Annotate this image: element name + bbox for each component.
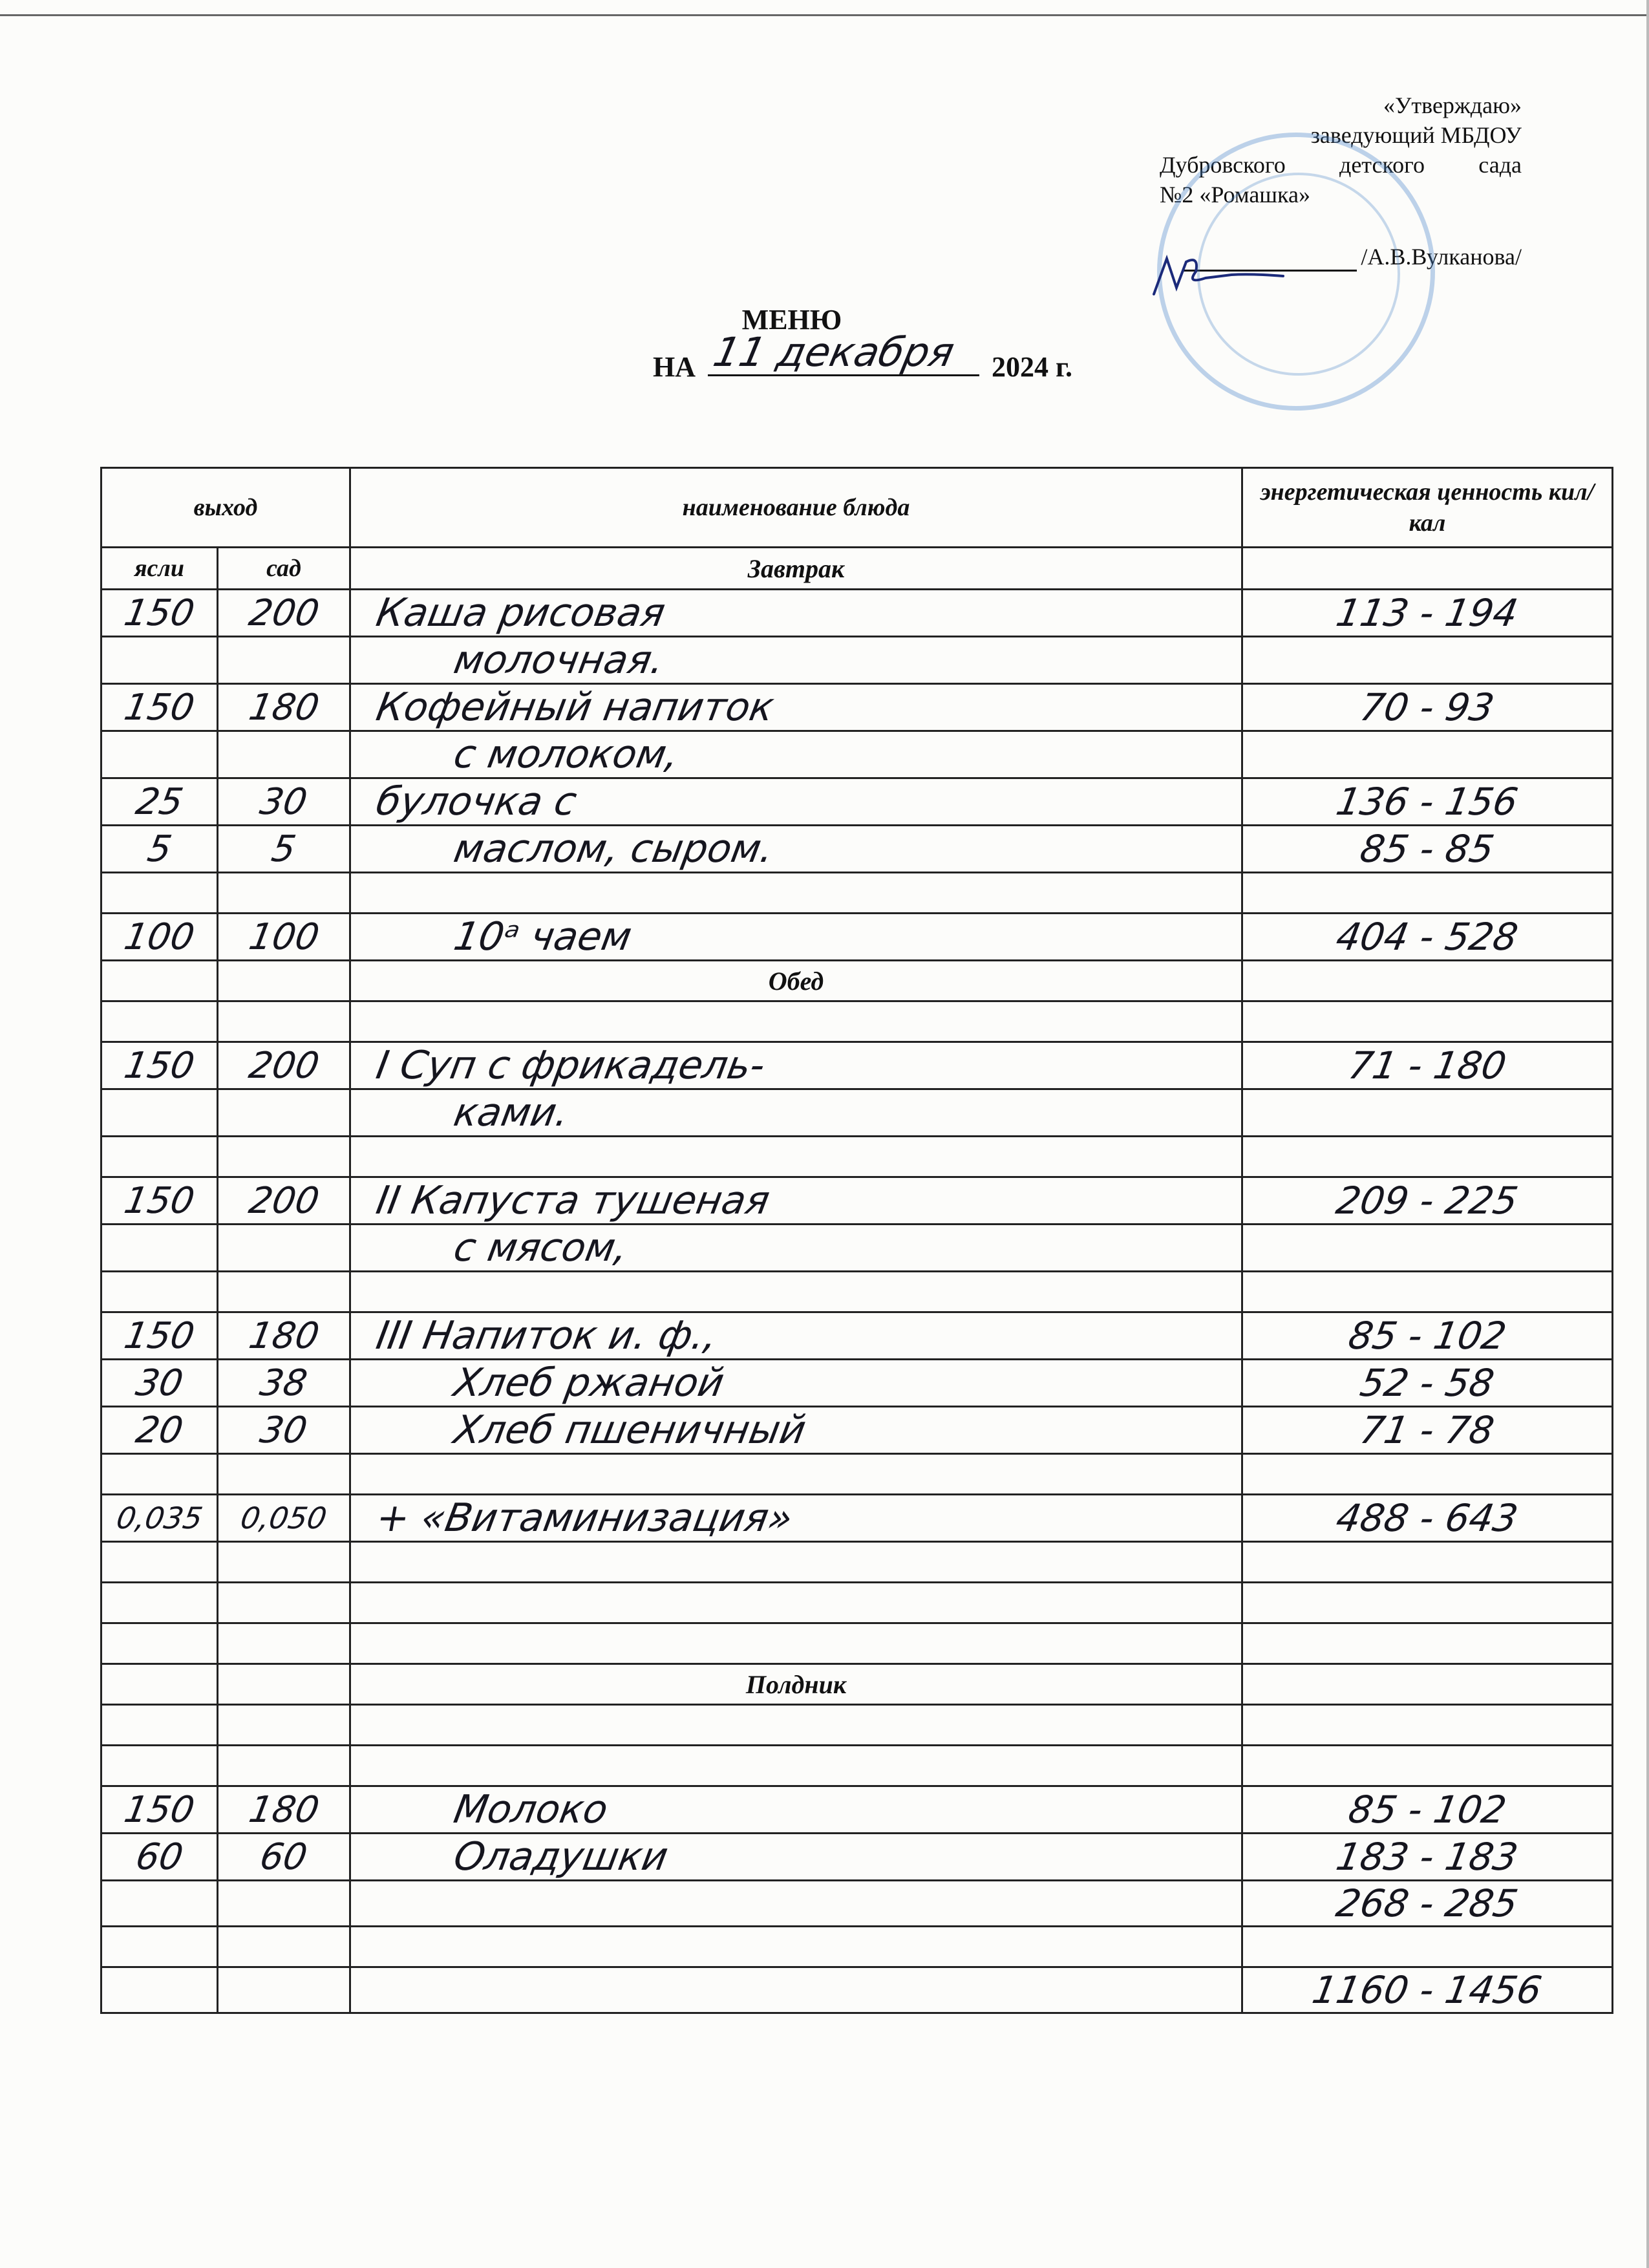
cell-kcal: 404 - 528 — [1333, 915, 1522, 959]
cell-sad: 30 — [257, 1409, 311, 1451]
cell-dish: Хлеб пшеничный — [450, 1407, 809, 1453]
cell-sad: 180 — [245, 1314, 323, 1357]
section-row — [101, 961, 1613, 1001]
table-header-row — [101, 468, 1613, 548]
handwritten-date: 11 декабря — [709, 328, 959, 376]
table-row — [101, 590, 1613, 637]
cell-sad: 60 — [257, 1835, 311, 1878]
table-row — [101, 1454, 1613, 1495]
cell-kcal: 85 - 102 — [1345, 1314, 1510, 1358]
cell-sad: 200 — [245, 592, 323, 634]
cell-yasli: 30 — [133, 1362, 186, 1404]
cell-kcal: 71 - 180 — [1345, 1043, 1510, 1087]
cell-sad: 180 — [245, 1788, 323, 1831]
section-lunch: Обед — [350, 961, 1242, 1001]
table-row — [101, 1834, 1613, 1881]
header-output: выход — [101, 468, 350, 548]
cell-yasli: 5 — [144, 828, 175, 870]
table-row — [101, 1312, 1613, 1360]
empty-cell — [1242, 548, 1613, 590]
cell-dish: с молоком, — [450, 732, 683, 777]
cell-kcal: 183 - 183 — [1333, 1835, 1522, 1879]
table-row — [101, 1542, 1613, 1583]
table-row — [101, 1407, 1613, 1454]
cell-sad: 200 — [245, 1044, 323, 1087]
day-total-kcal: 1160 - 1456 — [1309, 1968, 1546, 2012]
approval-line-4: №2 «Ромашка» — [1160, 182, 1310, 208]
table-row — [101, 637, 1613, 684]
cell-dish: маслом, сыром. — [450, 826, 778, 872]
snack-total-kcal: 268 - 285 — [1333, 1881, 1522, 1925]
section-breakfast: Завтрак — [350, 548, 1242, 590]
cell-kcal: 71 - 78 — [1357, 1408, 1498, 1452]
table-row — [101, 1177, 1613, 1225]
approval-line-3: Дубровского детского сада — [1160, 152, 1522, 178]
cell-yasli: 150 — [121, 1788, 198, 1831]
table-row — [101, 1746, 1613, 1786]
table-row — [101, 1967, 1613, 2013]
handwritten-signature — [1141, 249, 1290, 307]
cell-yasli: 100 — [121, 915, 198, 958]
cell-kcal: 488 - 643 — [1333, 1496, 1522, 1540]
approval-signature-name: /А.В.Вулканова/ — [1361, 244, 1522, 270]
table-row — [101, 1786, 1613, 1834]
cell-dish: I Суп с фрикадель- — [372, 1043, 769, 1088]
cell-dish: булочка с — [372, 779, 580, 824]
table-row — [101, 731, 1613, 778]
cell-dish: Молоко — [450, 1787, 612, 1832]
section-row — [101, 1664, 1613, 1705]
table-row — [101, 778, 1613, 826]
cell-sad: 100 — [245, 915, 323, 958]
cell-kcal: 52 - 58 — [1357, 1361, 1498, 1405]
table-row — [101, 1137, 1613, 1177]
table-row — [101, 1495, 1613, 1542]
cell-dish: + «Витаминизация» — [372, 1495, 796, 1541]
scan-edge-top — [0, 14, 1649, 16]
cell-kcal: 113 - 194 — [1333, 591, 1522, 635]
cell-yasli: 20 — [133, 1409, 186, 1451]
menu-table — [100, 467, 1613, 2014]
table-row — [101, 1705, 1613, 1746]
table-row — [101, 826, 1613, 873]
table-row — [101, 1927, 1613, 1967]
table-row — [101, 914, 1613, 961]
cell-dish: Кофейный напиток — [372, 685, 778, 730]
cell-yasli: 150 — [121, 592, 198, 634]
cell-dish: Каша рисовая — [372, 590, 669, 636]
table-subheader-row — [101, 548, 1613, 590]
cell-sad: 38 — [257, 1362, 311, 1404]
scan-edge-right — [1646, 0, 1649, 2268]
cell-sad: 0,050 — [238, 1501, 330, 1535]
cell-sad: 180 — [245, 686, 323, 729]
cell-kcal: 70 - 93 — [1357, 685, 1498, 729]
table-row — [101, 1001, 1613, 1042]
approval-line-1: «Утверждаю» — [1383, 92, 1522, 118]
date-underline — [708, 328, 979, 376]
cell-dish: II Капуста тушеная — [372, 1178, 773, 1223]
cell-yasli: 25 — [133, 780, 186, 823]
subtitle-prefix: НА — [653, 351, 696, 383]
subtitle-suffix: 2024 г. — [992, 351, 1073, 383]
cell-sad: 200 — [245, 1179, 323, 1222]
table-row — [101, 1623, 1613, 1664]
cell-dish: 10ᵃ чаем — [450, 914, 635, 959]
cell-yasli: 150 — [121, 1044, 198, 1087]
header-kindergarten: сад — [218, 548, 350, 590]
cell-sad: 5 — [268, 828, 299, 870]
cell-dish: Оладушки — [450, 1834, 672, 1879]
table-row — [101, 1881, 1613, 1927]
header-energy: энергетическая ценность кил/кал — [1242, 468, 1613, 548]
cell-yasli: 150 — [121, 1179, 198, 1222]
table-row — [101, 1089, 1613, 1137]
cell-dish: молочная. — [450, 637, 668, 683]
cell-yasli: 0,035 — [113, 1501, 206, 1535]
section-snack: Полдник — [350, 1664, 1242, 1705]
table-row — [101, 1272, 1613, 1312]
cell-yasli: 150 — [121, 1314, 198, 1357]
cell-yasli: 60 — [133, 1835, 186, 1878]
page-title: МЕНЮ — [741, 304, 842, 336]
header-nursery: ясли — [101, 548, 218, 590]
table-row — [101, 684, 1613, 731]
cell-kcal: 85 - 102 — [1345, 1788, 1510, 1832]
cell-dish: III Напиток и. ф., — [372, 1313, 721, 1358]
table-row — [101, 1042, 1613, 1089]
cell-dish: с мясом, — [450, 1225, 632, 1270]
approval-line-2: заведующий МБДОУ — [1310, 122, 1522, 148]
cell-kcal: 85 - 85 — [1357, 827, 1498, 871]
cell-sad: 30 — [257, 780, 311, 823]
table-row — [101, 1360, 1613, 1407]
table-row — [101, 1225, 1613, 1272]
cell-yasli: 150 — [121, 686, 198, 729]
table-row — [101, 873, 1613, 914]
cell-kcal: 209 - 225 — [1333, 1179, 1522, 1223]
cell-dish: ками. — [450, 1090, 573, 1135]
cell-kcal: 136 - 156 — [1333, 780, 1522, 824]
menu-date-line — [653, 328, 1073, 387]
cell-dish: Хлеб ржаной — [450, 1360, 728, 1406]
table-row — [101, 1583, 1613, 1623]
header-dish-name: наименование блюда — [350, 468, 1242, 548]
